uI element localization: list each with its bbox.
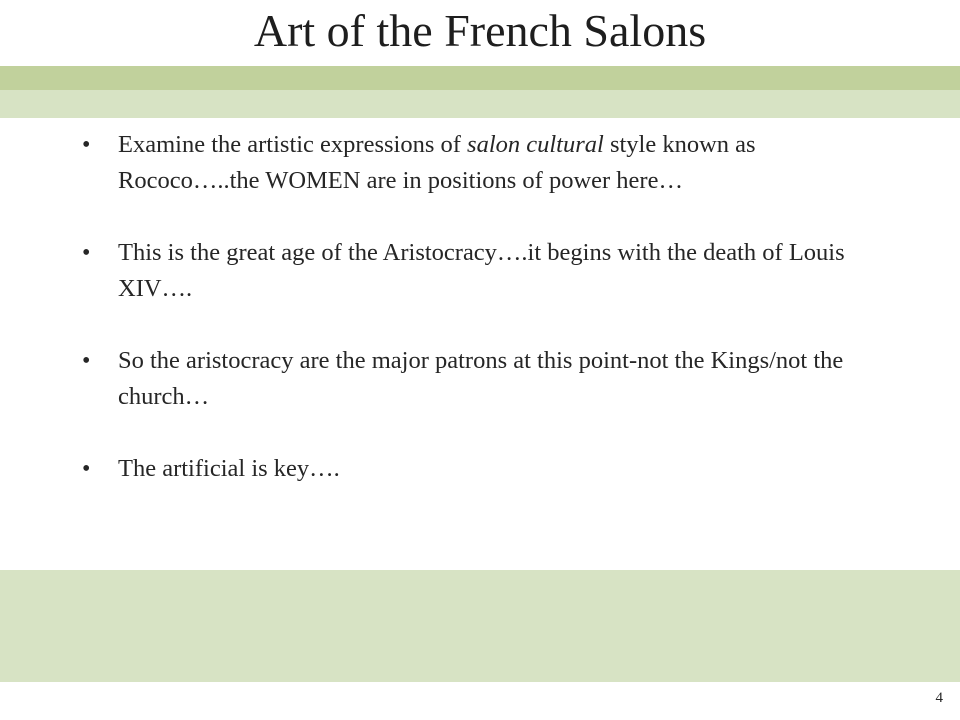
header-band-light [0, 90, 960, 118]
bullet-icon: • [82, 240, 91, 266]
bullet-item-3 [82, 343, 898, 415]
bullet-icon: • [82, 132, 91, 158]
footer-band [0, 570, 960, 682]
bullet-item-2 [82, 235, 898, 307]
bullet-text: This is the great age of the Aristocracy….it begins with the death of Louis XIV…. [118, 239, 845, 302]
bullet-list [82, 127, 898, 523]
bullet-text: So the aristocracy are the major patrons at this point-not the Kings/not the church… [118, 347, 844, 410]
bullet-text: style known as Rococo…..the WOMEN are in positions of power here… [118, 131, 756, 194]
bullet-item-1 [82, 127, 898, 199]
header-band-dark [0, 66, 960, 90]
bullet-text: Examine the artistic expressions of [118, 131, 468, 158]
slide-number: 4 [935, 690, 943, 706]
slide-title: Art of the French Salons [253, 5, 707, 56]
bullet-emphasis: salon cultural [467, 131, 604, 158]
bullet-icon: • [82, 348, 91, 374]
bullet-icon: • [82, 456, 91, 482]
bullet-text: The artificial is key…. [118, 455, 340, 482]
bullet-item-4 [82, 451, 898, 487]
